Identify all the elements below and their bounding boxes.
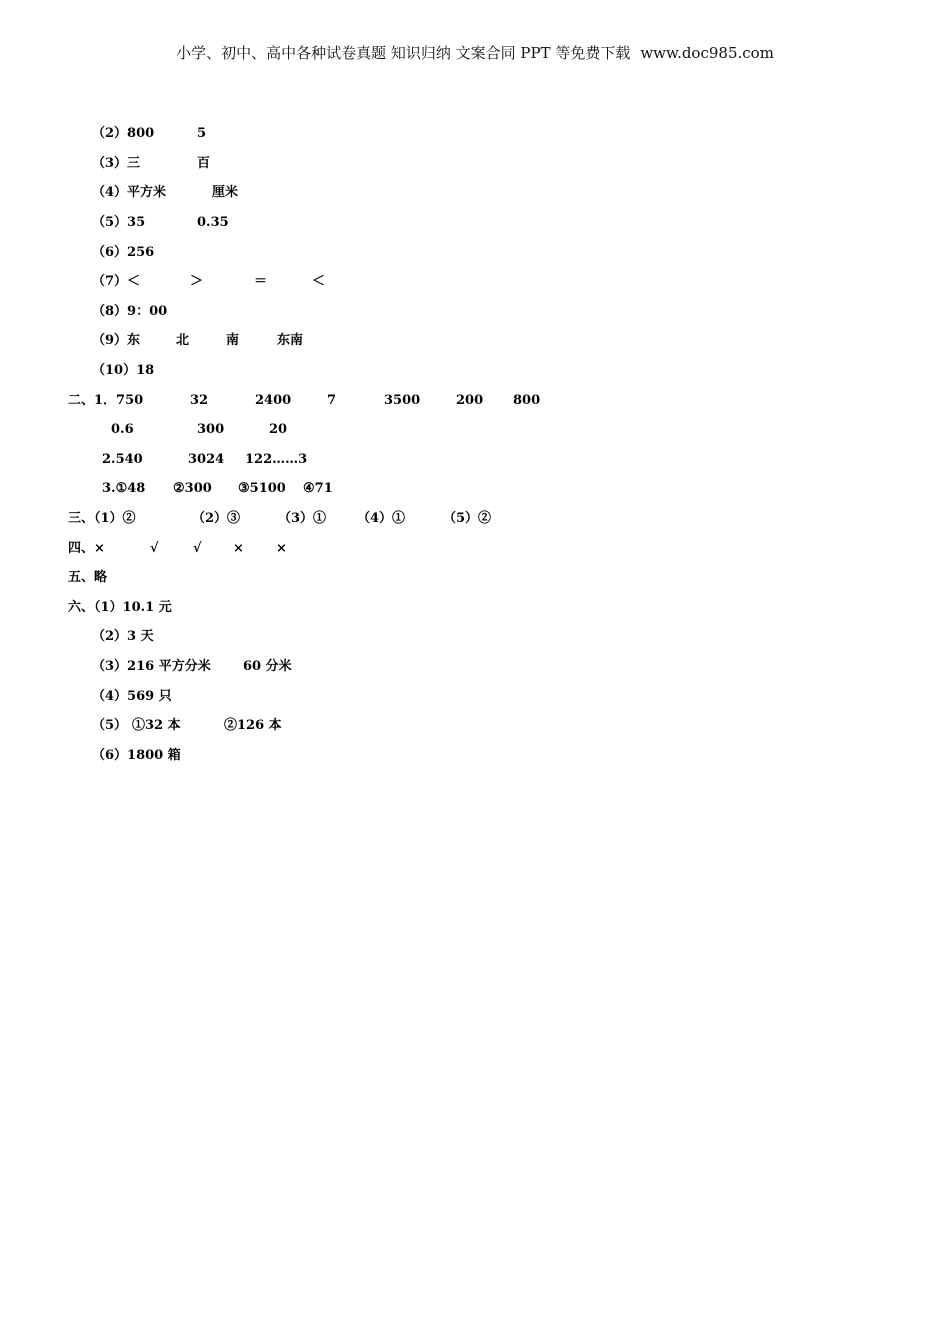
answer-label: 三、（1）② bbox=[68, 511, 136, 526]
answer-value: 0.35 bbox=[197, 215, 229, 230]
answer-value: ＞ bbox=[190, 274, 204, 289]
answer-value: （2）③ bbox=[192, 511, 241, 526]
answer-value: × bbox=[276, 541, 287, 556]
answer-value: 南 bbox=[226, 333, 240, 348]
answer-value: 3500 bbox=[384, 393, 421, 408]
answer-value: 3.①48 bbox=[102, 481, 146, 496]
answer-value: √ bbox=[150, 541, 159, 556]
answer-value: ＜ bbox=[312, 274, 326, 289]
header-url: www.doc985.com bbox=[640, 44, 774, 62]
answer-value: 20 bbox=[269, 422, 288, 437]
answer-label: 四、× bbox=[68, 541, 105, 556]
answer-value: 60 分米 bbox=[243, 659, 292, 674]
answer-value: √ bbox=[193, 541, 202, 556]
answer-value: （3）① bbox=[278, 511, 327, 526]
answer-value: ④71 bbox=[303, 481, 333, 496]
answer-value: 东南 bbox=[277, 333, 304, 348]
answer-value: 32 bbox=[190, 393, 209, 408]
answer-value: 7 bbox=[327, 393, 337, 408]
answer-label: （7）＜ bbox=[92, 274, 141, 289]
answer-value: 200 bbox=[456, 393, 484, 408]
answer-value: ③5100 bbox=[238, 481, 286, 496]
answer-value: ＝ bbox=[254, 274, 268, 289]
answer-value: 5 bbox=[197, 126, 207, 141]
answer-label: （8）9：00 bbox=[92, 304, 168, 319]
header-title: 小学、初中、高中各种试卷真题 知识归纳 文案合同 PPT 等免费下载 bbox=[176, 44, 631, 62]
answer-label: （6）1800 箱 bbox=[92, 748, 181, 763]
answer-label: （2）3 天 bbox=[92, 629, 154, 644]
answer-value: × bbox=[233, 541, 244, 556]
answer-value: 122……3 bbox=[245, 452, 308, 467]
answer-value: 厘米 bbox=[212, 185, 239, 200]
answer-label: 六、（1）10.1 元 bbox=[68, 600, 172, 615]
answer-label: （5） bbox=[92, 718, 128, 733]
answer-value: 3024 bbox=[188, 452, 225, 467]
answer-value: ②300 bbox=[173, 481, 212, 496]
answer-label: （5）35 bbox=[92, 215, 146, 230]
answer-value: 百 bbox=[197, 156, 211, 171]
answer-value: 北 bbox=[176, 333, 190, 348]
answer-value: 2.540 bbox=[102, 452, 143, 467]
answer-value: 0.6 bbox=[111, 422, 134, 437]
answer-label: （2）800 bbox=[92, 126, 155, 141]
answer-label: （4）平方米 bbox=[92, 185, 167, 200]
answer-value: 300 bbox=[197, 422, 225, 437]
answer-value: 800 bbox=[513, 393, 541, 408]
answer-value: 2400 bbox=[255, 393, 292, 408]
answer-value: （4）① bbox=[357, 511, 406, 526]
answer-label: 五、略 bbox=[68, 570, 108, 585]
answer-label: （3）216 平方分米 bbox=[92, 659, 211, 674]
answer-label: （3）三 bbox=[92, 156, 141, 171]
answer-label: （6）256 bbox=[92, 245, 155, 260]
answer-value: （5）② bbox=[443, 511, 492, 526]
answer-value: ②126 本 bbox=[224, 718, 282, 733]
answer-label: （4）569 只 bbox=[92, 689, 172, 704]
answer-label: 二、1．750 bbox=[68, 393, 144, 408]
answer-label: （10）18 bbox=[92, 363, 155, 378]
answer-value: ①32 本 bbox=[132, 718, 181, 733]
answer-label: （9）东 bbox=[92, 333, 141, 348]
